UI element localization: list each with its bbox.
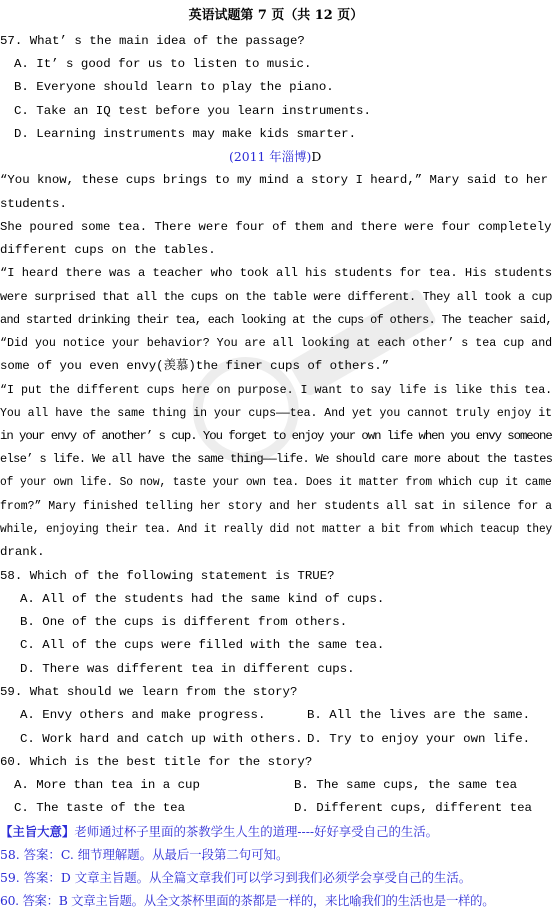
q57-question: 57. What’ s the main idea of the passage? (0, 34, 305, 48)
q58-option-c: C. All of the cups were filled with the same tea. (20, 638, 385, 652)
q59-option-b: B. All the lives are the same. (307, 708, 531, 722)
q59-option-c: C. Work hard and catch up with others. (20, 732, 303, 746)
q59-option-a: A. Envy others and make progress. (20, 708, 266, 722)
answer-main-idea-label: 【主旨大意】 (0, 824, 75, 839)
passage-heading (229, 149, 321, 165)
passage-line: some of you even envy(羡慕)the finer cups of others.” (0, 359, 390, 373)
q60-option-d: D. Different cups, different tea (294, 801, 532, 815)
q58-option-a: A. All of the students had the same kind of cups. (20, 592, 385, 606)
q59-question: 59. What should we learn from the story? (0, 685, 298, 699)
passage-line: were surprised that all the cups on the table were different. They all took a cup (0, 290, 553, 304)
passage-line: “I heard there was a teacher who took all his students for tea. His students (0, 266, 553, 280)
passage-line: different cups on the tables. (0, 243, 216, 257)
answer-main-idea (0, 824, 438, 840)
q58-option-d: D. There was different tea in different cups. (20, 662, 355, 676)
passage-line: in your envy of another’ s cup. You forget to enjoy your own life when you envy someone (0, 429, 552, 443)
passage-line: else’ s life. We all have the same thing——life. We should care more about the tastes (0, 452, 553, 466)
passage-line: students. (0, 197, 67, 211)
passage-line: and started drinking their tea, each looking at the cups of others. The teacher said, (0, 313, 552, 327)
passage-line: of your own life. So now, taste your own tea. Does it matter from which cup it came (0, 475, 552, 489)
passage-label: D (311, 149, 322, 164)
answer-60: 60. 答案：B 文章主旨题。从全文茶杯里面的茶都是一样的，来比喻我们的生活也是一样的。 (0, 893, 495, 908)
q60-option-b: B. The same cups, the same tea (294, 778, 518, 792)
answer-59: 59. 答案：D 文章主旨题。从全篇文章我们可以学习到我们必须学会享受自己的生活。 (0, 870, 472, 885)
passage-line: drank. (0, 545, 45, 559)
q59-option-d: D. Try to enjoy your own life. (307, 732, 531, 746)
page-title: 英语试题第 7 页（共 12 页） (188, 8, 364, 23)
answer-main-idea-text: 老师通过杯子里面的茶教学生人生的道理----好好享受自己的生活。 (74, 824, 439, 839)
q57-option-a: A. It’ s good for us to listen to music. (14, 57, 312, 71)
passage-line: She poured some tea. There were four of them and there were four completely (0, 220, 552, 234)
passage-line: from?” Mary finished telling her story and her students all sat in silence for a (0, 499, 553, 513)
passage-line: while, enjoying their tea. And it really did not matter a bit from which teacup they (0, 522, 553, 536)
passage-line: “I put the different cups here on purpose. I want to say life is like this tea. (0, 383, 553, 397)
q60-question: 60. Which is the best title for the story? (0, 755, 313, 769)
passage-line: You all have the same thing in your cups——tea. And yet you cannot truly enjoy it (0, 406, 553, 420)
answer-58: 58. 答案：C. 细节理解题。从最后一段第二句可知。 (0, 847, 289, 862)
passage-line: “Did you notice your behavior? You are all looking at each other’ s tea cup and (0, 336, 553, 350)
q58-question: 58. Which of the following statement is TRUE? (0, 569, 335, 583)
q60-option-a: A. More than tea in a cup (14, 778, 200, 792)
passage-source: (2011 年淄博) (229, 149, 312, 164)
q60-option-c: C. The taste of the tea (14, 801, 186, 815)
q57-option-d: D. Learning instruments may make kids smarter. (14, 127, 357, 141)
q57-option-c: C. Take an IQ test before you learn instruments. (14, 104, 371, 118)
q57-option-b: B. Everyone should learn to play the piano. (14, 80, 334, 94)
q58-option-b: B. One of the cups is different from others. (20, 615, 348, 629)
passage-line: “You know, these cups brings to my mind a story I heard,” Mary said to her (0, 173, 549, 187)
